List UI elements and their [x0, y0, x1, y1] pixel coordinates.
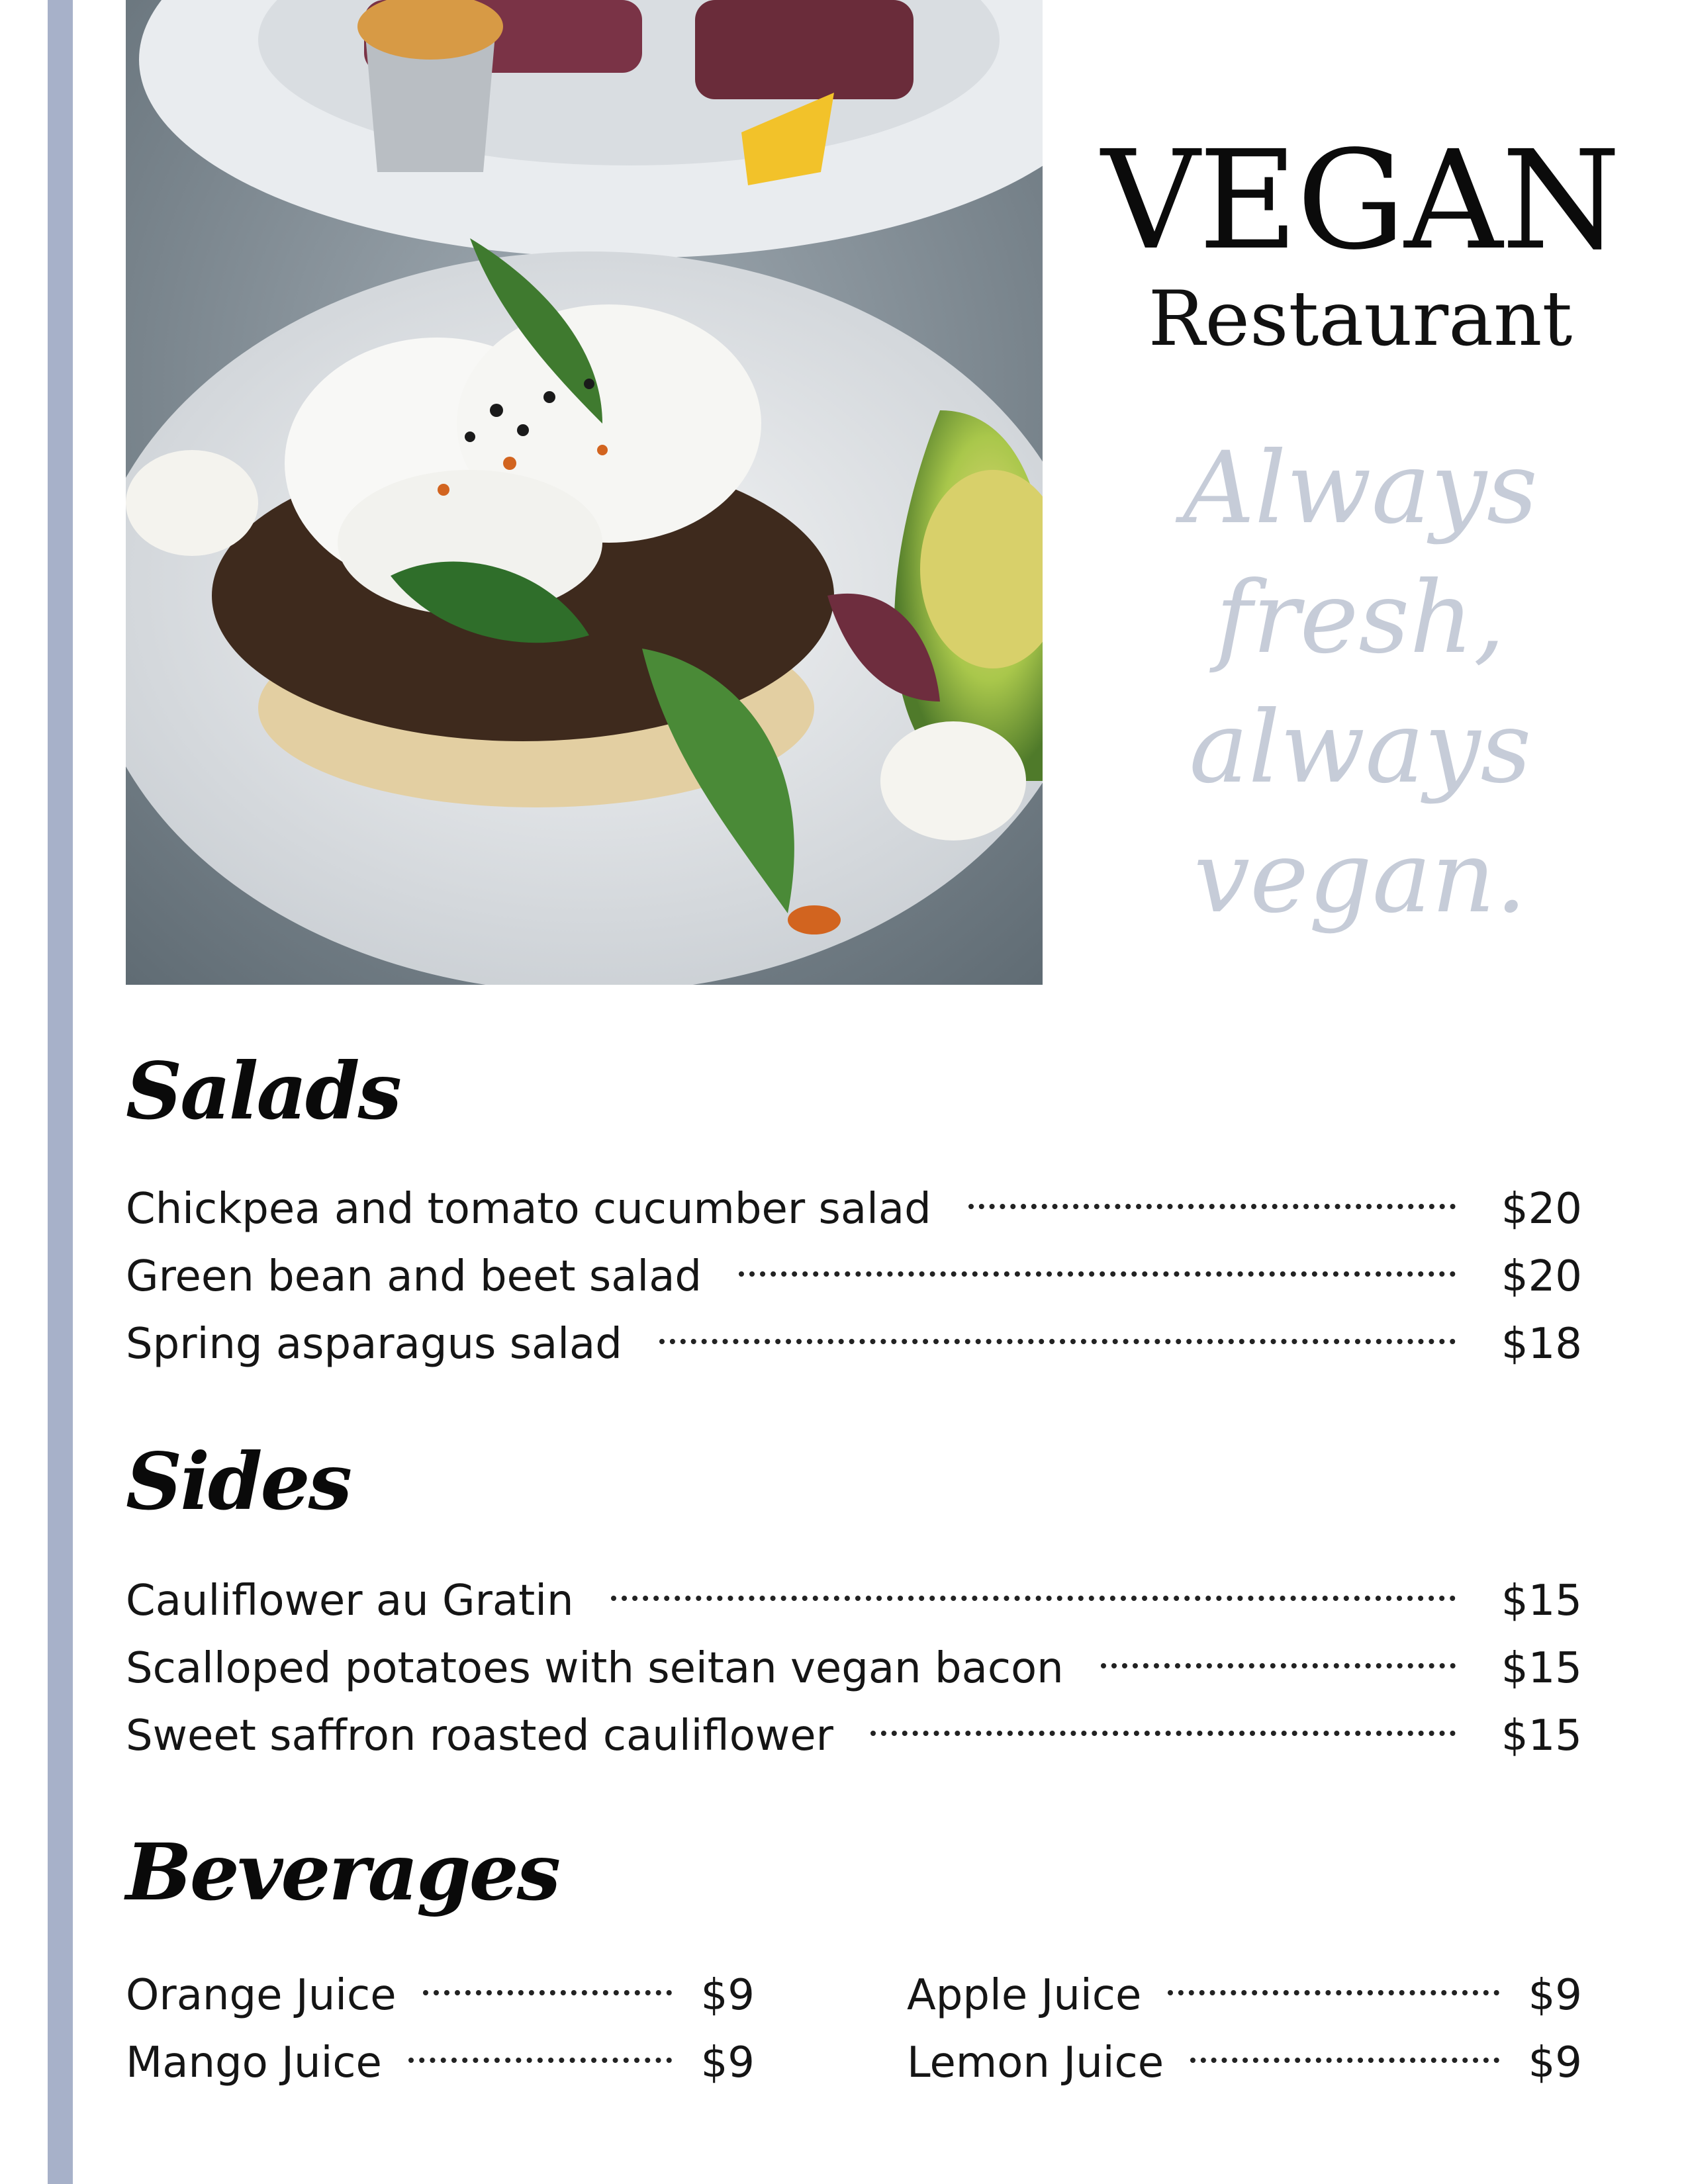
- item-name: Cauliflower au Gratin: [126, 1576, 574, 1625]
- menu-item: [907, 2029, 1582, 2097]
- food-photo-icon: [126, 0, 1043, 985]
- item-name: Apple Juice: [907, 1971, 1142, 2020]
- dot-leader: [739, 1271, 1456, 1277]
- beverages-list-left: [126, 1962, 755, 2097]
- dot-leader: [408, 2058, 672, 2063]
- item-price: $15: [1501, 1576, 1582, 1625]
- item-price: $20: [1501, 1185, 1582, 1234]
- item-price: $9: [700, 2038, 755, 2087]
- section-title-sides: Sides: [126, 1435, 351, 1527]
- item-name: Green bean and beet salad: [126, 1252, 702, 1301]
- item-name: Lemon Juice: [907, 2038, 1164, 2087]
- section-title-beverages: Beverages: [126, 1826, 559, 1918]
- item-price: $9: [700, 1971, 755, 2020]
- item-price: $20: [1501, 1252, 1582, 1301]
- restaurant-title: VEGAN: [1101, 121, 1620, 280]
- dot-leader: [423, 1990, 672, 1995]
- menu-item: [126, 1243, 1582, 1310]
- item-price: $9: [1528, 1971, 1582, 2020]
- restaurant-subtitle: Restaurant: [1148, 275, 1573, 363]
- menu-item: [126, 1310, 1582, 1378]
- beverages-list-right: [907, 1962, 1582, 2097]
- menu-item: [126, 1567, 1582, 1635]
- item-price: $15: [1501, 1711, 1582, 1760]
- menu-item: [126, 1635, 1582, 1702]
- dot-leader: [659, 1339, 1456, 1344]
- dot-leader: [611, 1596, 1456, 1601]
- item-name: Sweet saffron roasted cauliflower: [126, 1711, 833, 1760]
- dot-leader: [870, 1731, 1456, 1736]
- dot-leader: [968, 1204, 1456, 1209]
- item-name: Orange Juice: [126, 1971, 397, 2020]
- menu-item: [126, 1962, 755, 2029]
- menu-item: [126, 1702, 1582, 1770]
- dot-leader: [1168, 1990, 1499, 1995]
- salads-list: [126, 1175, 1582, 1378]
- item-name: Mango Juice: [126, 2038, 382, 2087]
- section-title-salads: Salads: [126, 1045, 400, 1137]
- menu-item: [126, 1175, 1582, 1243]
- sides-list: [126, 1567, 1582, 1770]
- item-name: Chickpea and tomato cucumber salad: [126, 1185, 931, 1234]
- menu-item: [907, 1962, 1582, 2029]
- item-name: Spring asparagus salad: [126, 1320, 622, 1369]
- item-name: Scalloped potatoes with seitan vegan bacon: [126, 1644, 1064, 1693]
- item-price: $9: [1528, 2038, 1582, 2087]
- dot-leader: [1101, 1663, 1456, 1668]
- item-price: $18: [1501, 1320, 1582, 1369]
- accent-bar: [48, 0, 73, 2184]
- dot-leader: [1190, 2058, 1499, 2063]
- tagline: Always fresh, always vegan.: [1183, 431, 1538, 935]
- menu-item: [126, 2029, 755, 2097]
- food-photo: [126, 0, 1043, 985]
- item-price: $15: [1501, 1644, 1582, 1693]
